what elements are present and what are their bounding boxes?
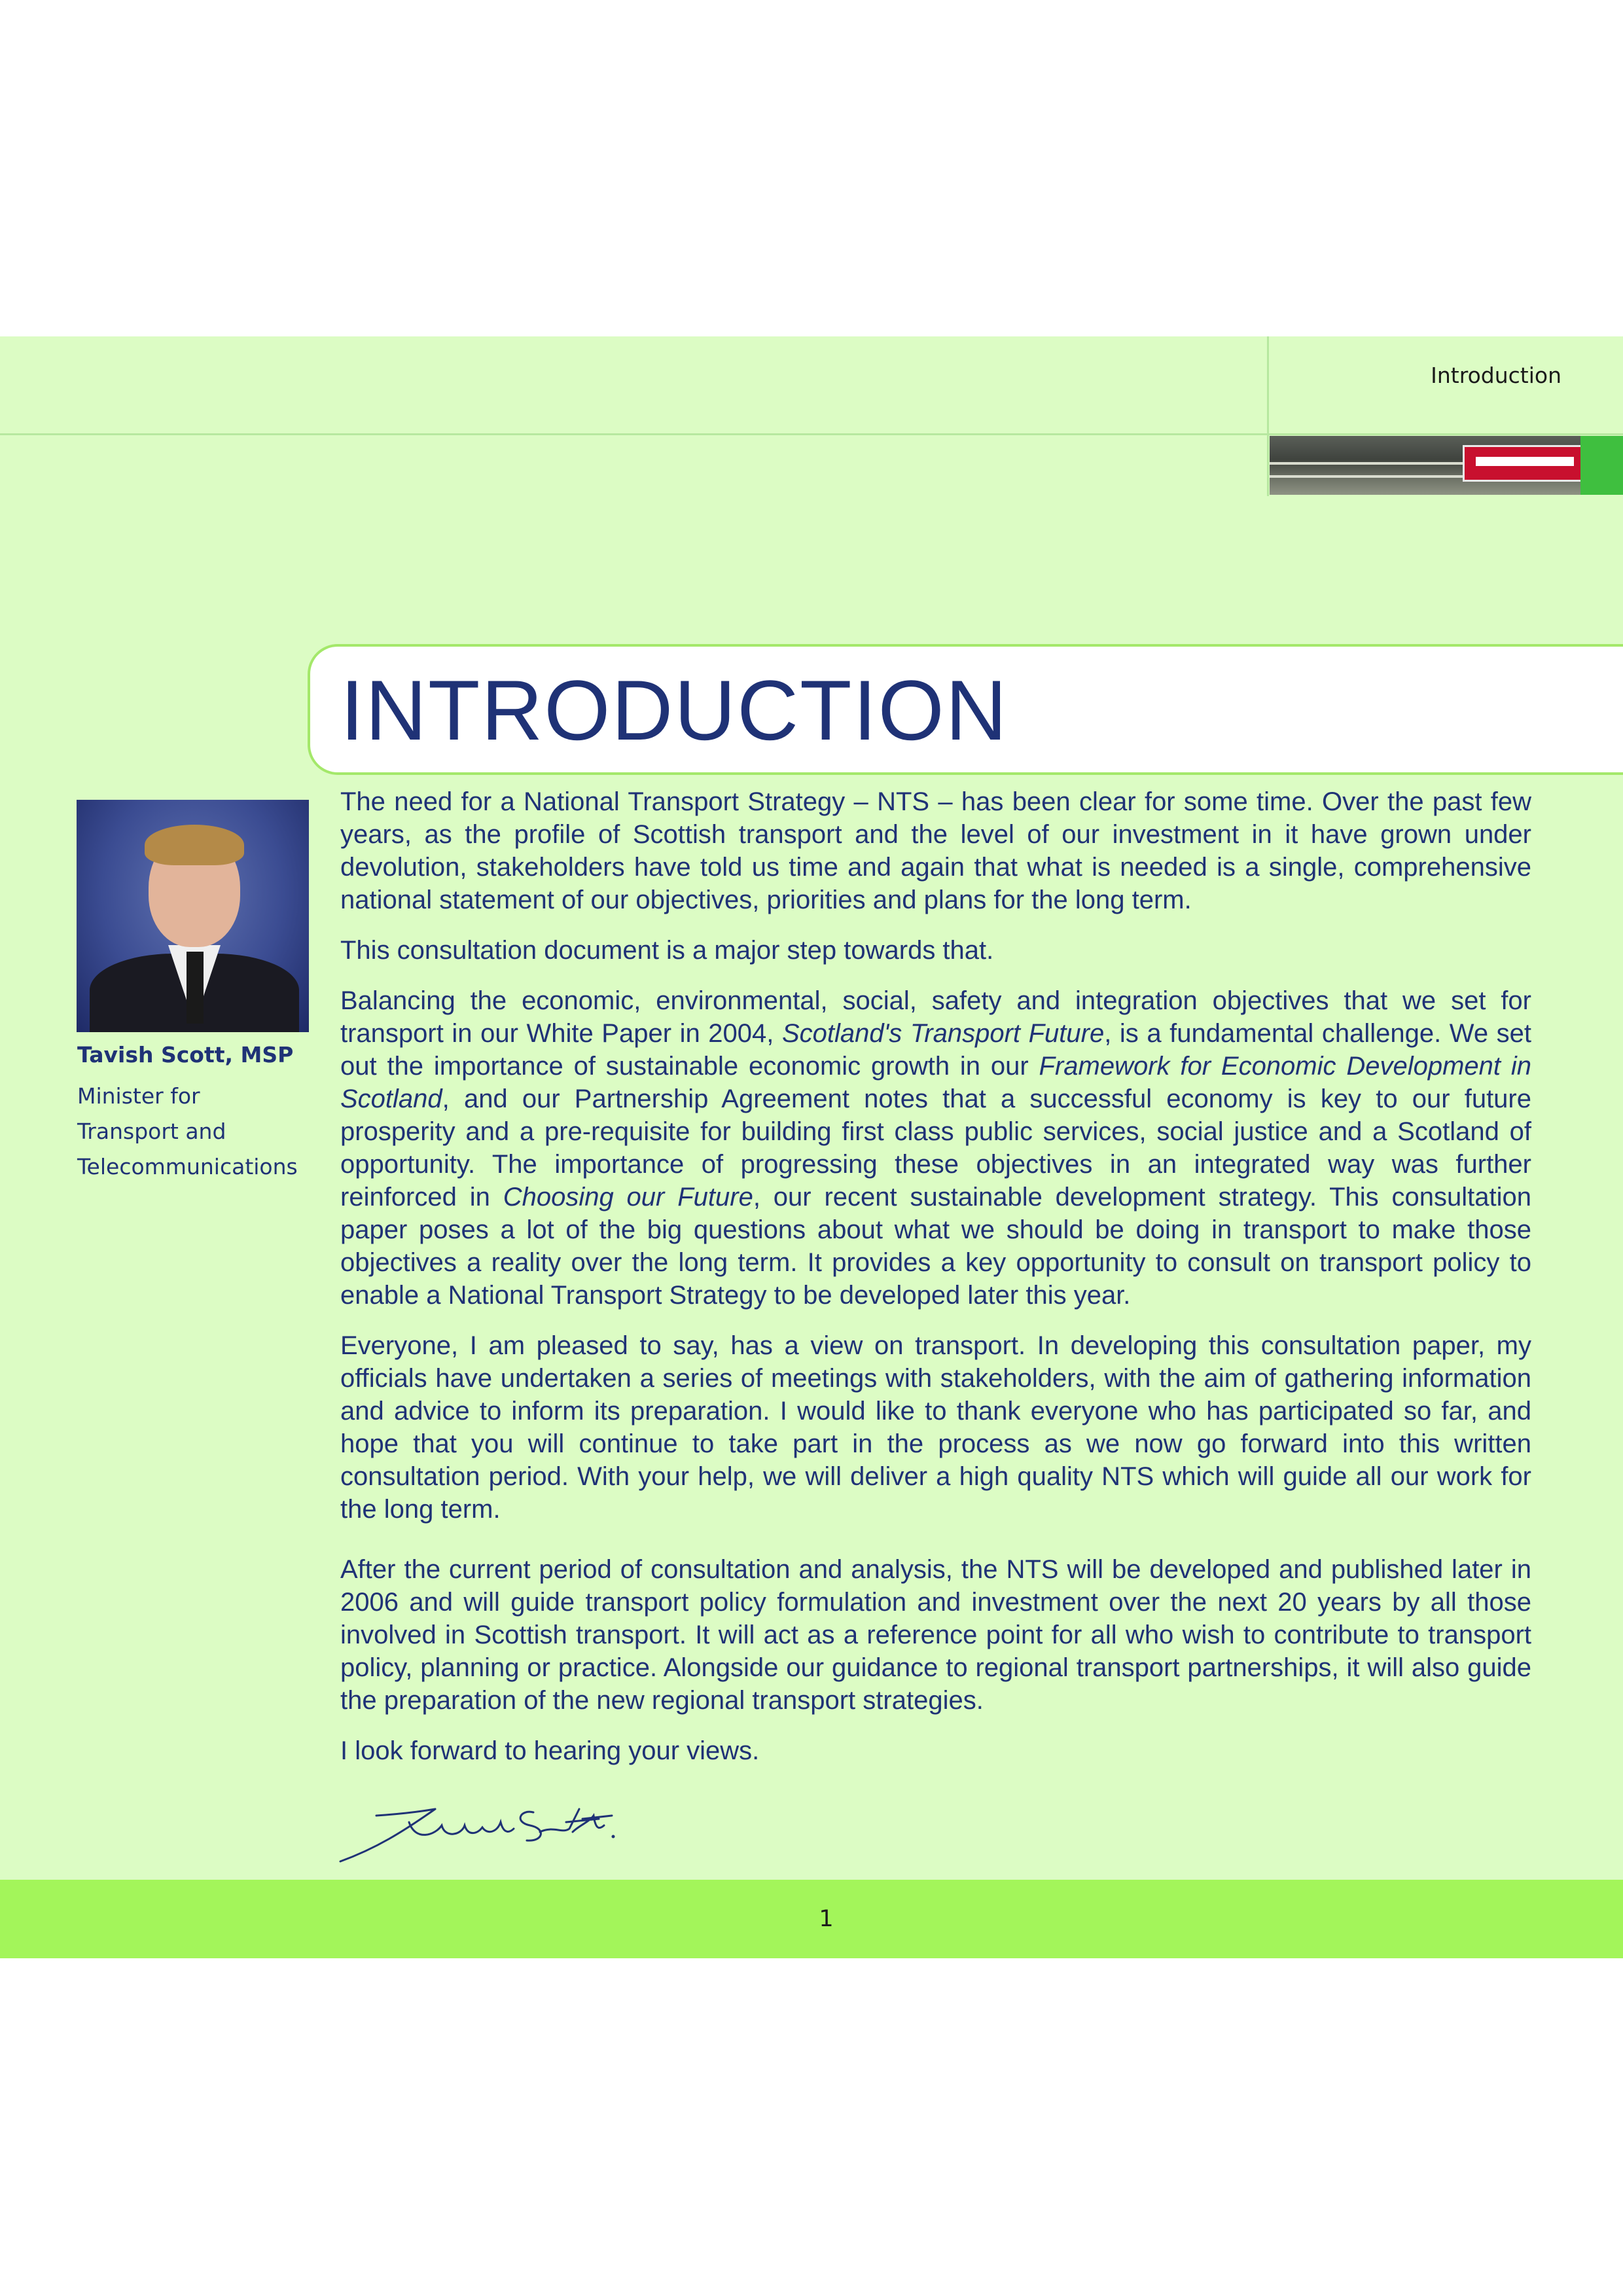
role-line: Transport and: [77, 1119, 226, 1144]
running-head: Introduction: [1431, 363, 1561, 388]
role-line: Telecommunications: [77, 1154, 298, 1179]
document-title-italic: Choosing our Future: [503, 1183, 753, 1211]
header-divider: [0, 433, 1623, 435]
text-run: , and our Partnership Agreement notes that a successful economy is key to our future prosperity and a pre-requisite for building first class public services, social justice and a Scotland of opportunity. The importance of progressing these objectives in an integrated way was further reinforced in: [340, 1085, 1531, 1211]
role-line: Minister for: [77, 1083, 200, 1109]
paragraph: I look forward to hearing your views.: [340, 1736, 760, 1765]
text-run: , our recent sustainable development strategy. This consultation paper poses a lot of the big questions about what we should be doing in transport to make those objectives a reality over the long term. It provides a key opportunity to consult on transport policy to enable a National Transport Strategy to be developed later this year.: [340, 1183, 1532, 1310]
header-vertical-divider: [1267, 336, 1269, 496]
text-run: , is a fundamental challenge. We set out the importance of sustainable economic growth in our: [340, 1019, 1532, 1081]
minister-portrait: [77, 800, 309, 1032]
paragraph: The need for a National Transport Strategy – NTS – has been clear for some time. Over the past few years, as the profile of Scottish transport and the level of our investment in it have grown under devolution, stakeholders have told us time and again that what is needed is a single, comprehensive national statement of our objectives, priorities and plans for the long term.: [340, 787, 1531, 914]
body-text: [340, 785, 1531, 1785]
handwritten-signature: [337, 1796, 618, 1868]
text-run: Balancing the economic, environmental, social, safety and integration objectives that we set for transport in our White Paper in 2004,: [340, 986, 1531, 1048]
page-title: INTRODUCTION: [340, 662, 1008, 758]
portrait-caption-name: Tavish Scott, MSP: [77, 1042, 294, 1067]
portrait-caption-role: [77, 1079, 313, 1185]
document-title-italic: Framework for Economic Development in Scotland: [340, 1052, 1531, 1113]
page-number: 1: [819, 1906, 834, 1932]
paragraph: [340, 984, 1531, 1312]
paragraph: This consultation document is a major step towards that.: [340, 936, 994, 965]
document-title-italic: Scotland's Transport Future: [781, 1019, 1105, 1048]
header-railway-photo: [1270, 436, 1623, 495]
paragraph: After the current period of consultation and analysis, the NTS will be developed and published later in 2006 and will guide transport policy formulation and investment over the next 20 years by all those involved in Scottish transport. It will act as a reference point for all who wish to contribute to transport policy, planning or practice. Alongside our guidance to regional transport partnerships, it will also guide the preparation of the new regional transport strategies.: [340, 1555, 1531, 1715]
paragraph: Everyone, I am pleased to say, has a view on transport. In developing this consultation paper, my officials have undertaken a series of meetings with stakeholders, with the aim of gathering information and advice to inform its preparation. I would like to thank everyone who has participated so far, and hope that you will continue to take part in the process as we now go forward into this written consultation period. With your help, we will deliver a high quality NTS which will guide all our work for the long term.: [340, 1331, 1531, 1524]
